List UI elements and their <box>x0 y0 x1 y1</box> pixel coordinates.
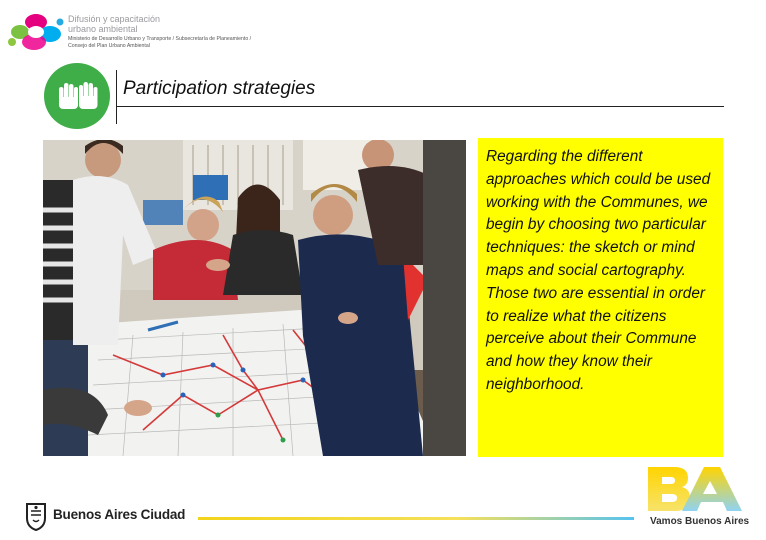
ba-logo-icon <box>646 463 746 515</box>
footer-divider <box>198 517 634 520</box>
city-seal-icon <box>24 501 48 531</box>
ministry-line2: Consejo del Plan Urbano Ambiental <box>68 43 150 49</box>
org-name-line2: urbano ambiental <box>68 24 138 34</box>
description-box <box>478 138 723 457</box>
top-logo-text <box>68 14 258 50</box>
participants-drawing-on-map-photo <box>43 140 466 456</box>
description-text: Regarding the different approaches which could be used working with the Communes, we begin by choosing two particular techniques: the sketch or mind maps and social cartography. Those two are essential in order to realize what the citizens perceive about their Commune and how they know their neighborhood. <box>486 148 711 393</box>
org-name-line1: Difusión y capacitación <box>68 14 161 24</box>
footer-brand: Buenos Aires Ciudad <box>53 507 186 522</box>
title-badge <box>44 63 110 129</box>
title-divider-horizontal <box>116 106 724 107</box>
difusion-logo-icon <box>6 8 66 54</box>
ministry-line1: Ministerio de Desarrollo Urbano y Transporte / Subsecretaría de Planeamiento / <box>68 36 252 42</box>
page-title: Participation strategies <box>123 78 316 99</box>
title-divider-vertical <box>116 70 117 124</box>
raised-hands-icon <box>44 63 110 129</box>
footer-tagline: Vamos Buenos Aires <box>650 516 750 527</box>
